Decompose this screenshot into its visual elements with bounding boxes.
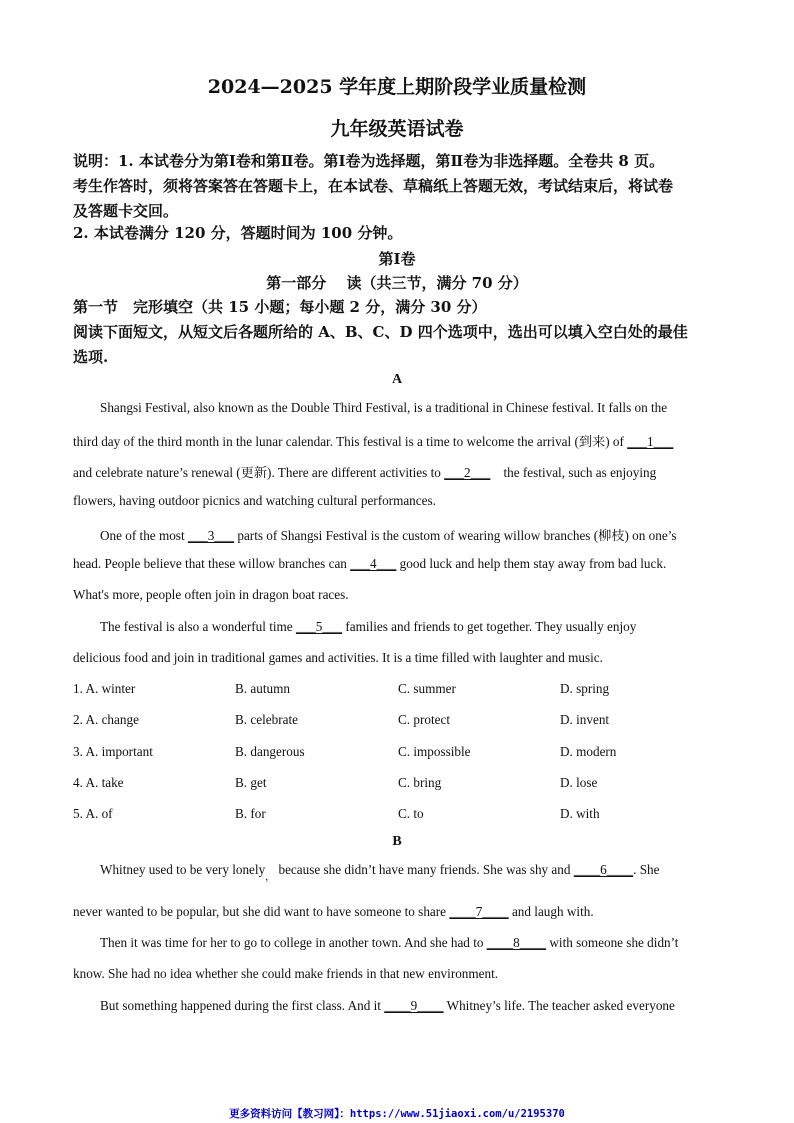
passage-text-line: What's more, people often join in dragon boat races. [73,587,349,602]
passage-text-line [73,904,594,920]
instruction-line-4: 2. 本试卷满分 120 分，答题时间为 100 分钟。 [73,224,403,242]
part-heading: 第一部分 读（共三节，满分 70 分） [266,274,528,292]
passage-text: good luck and help them stay away from bad luck. [396,556,667,571]
blank-7: ____7____ [449,904,509,919]
blank-6: ____6____ [573,862,634,877]
exam-title: 2024—2025 学年度上期阶段学业质量检测 [207,76,587,98]
option-4a: 4. A. take [73,775,124,790]
passage-text: ， [265,872,276,883]
option-5b: B. for [235,806,266,821]
passage-text-line: flowers, having outdoor picnics and watching cultural performances. [73,493,436,508]
subsection-heading: 第一节 完形填空（共 15 小题；每小题 2 分，满分 30 分） [73,298,487,316]
option-1a: 1. A. winter [73,681,136,696]
option-5a: 5. A. of [73,806,113,821]
passage-text-line [100,998,675,1014]
passage-text: The festival is also a wonderful time [100,619,296,634]
option-2a: 2. A. change [73,712,139,727]
option-3c: C. impossible [398,744,471,759]
option-3b: B. dangerous [235,744,305,759]
passage-text: parts of Shangsi Festival is the custom of wearing willow branches (柳枝) on one’s [234,528,677,543]
passage-text-line: Shangsi Festival, also known as the Double Third Festival, is a traditional in Chinese festival. It falls on the [100,400,668,415]
blank-3: ___3___ [187,528,235,543]
passage-text-line [73,431,673,450]
passage-text-line [100,862,660,883]
footer-link[interactable]: 更多资料访问【教习网】：https://www.51jiaoxi.com/u/2195370 [229,1108,565,1120]
blank-1: ___1___ [627,434,674,449]
option-1b: B. autumn [235,681,290,696]
instruction-line-3: 及答题卡交回。 [73,202,179,220]
passage-text: and celebrate nature’s renewal (更新). There are different activities to [73,465,445,480]
passage-text-line [100,525,677,544]
option-4c: C. bring [398,775,442,790]
passage-text: never wanted to be popular, but she did want to have someone to share [73,904,450,919]
option-2d: D. invent [560,712,610,727]
passage-text-line [100,619,636,635]
exam-subtitle: 九年级英语试卷 [330,118,464,140]
volume-heading: 第Ⅰ卷 [378,250,416,268]
blank-2: ___2___ [444,465,491,480]
passage-text-line: delicious food and join in traditional games and activities. It is a time filled with laughter and music. [73,650,603,665]
option-2c: C. protect [398,712,451,727]
instruction-line-2: 考生作答时，须将答案答在答题卡上，在本试卷、草稿纸上答题无效，考试结束后，将试卷 [73,177,674,195]
passage-a-label: A [391,372,403,387]
passage-text-line: know. She had no idea whether she could make friends in that new environment. [73,966,499,981]
option-5c: C. to [398,806,424,821]
directions-line-1: 阅读下面短文，从短文后各题所给的 A、B、C、D 四个选项中，选出可以填入空白处的最佳 [73,323,688,341]
option-3a: 3. A. important [73,744,153,759]
passage-text: One of the most [100,528,188,543]
passage-text: because she didn’t have many friends. She was shy and [275,862,574,877]
option-1c: C. summer [398,681,456,696]
option-2b: B. celebrate [235,712,298,727]
passage-text: with someone she didn’t [546,935,679,950]
blank-4: ___4___ [350,556,397,571]
passage-text: the festival, such as enjoying [490,465,657,480]
passage-text-line [73,556,666,572]
directions-line-2: 选项. [73,348,109,366]
passage-text: and laugh with. [508,904,594,919]
blank-8: ____8____ [486,935,547,950]
passage-text: But something happened during the first class. And it [100,998,385,1013]
passage-text: . She [633,862,660,877]
option-1d: D. spring [560,681,610,696]
passage-text: Whitney’s life. The teacher asked everyone [443,998,675,1013]
option-4b: B. get [235,775,267,790]
blank-9: ____9____ [384,998,444,1013]
passage-text: Then it was time for her to go to college in another town. And she had to [100,935,487,950]
option-5d: D. with [560,806,600,821]
passage-text-line [73,462,656,481]
passage-text: families and friends to get together. They usually enjoy [342,619,637,634]
passage-text-line [100,935,678,951]
option-4d: D. lose [560,775,598,790]
blank-5: ___5___ [295,619,343,634]
passage-text: third day of the third month in the lunar calendar. This festival is a time to welcome the arrival (到来) of [73,434,628,449]
instruction-line-1: 说明：1. 本试卷分为第Ⅰ卷和第Ⅱ卷。第Ⅰ卷为选择题，第Ⅱ卷为非选择题。全卷共 8 页。 [73,152,665,170]
option-3d: D. modern [560,744,617,759]
passage-text: Whitney used to be very lonely [100,862,266,877]
passage-b-label: B [392,834,402,849]
passage-text: head. People believe that these willow branches can [73,556,351,571]
